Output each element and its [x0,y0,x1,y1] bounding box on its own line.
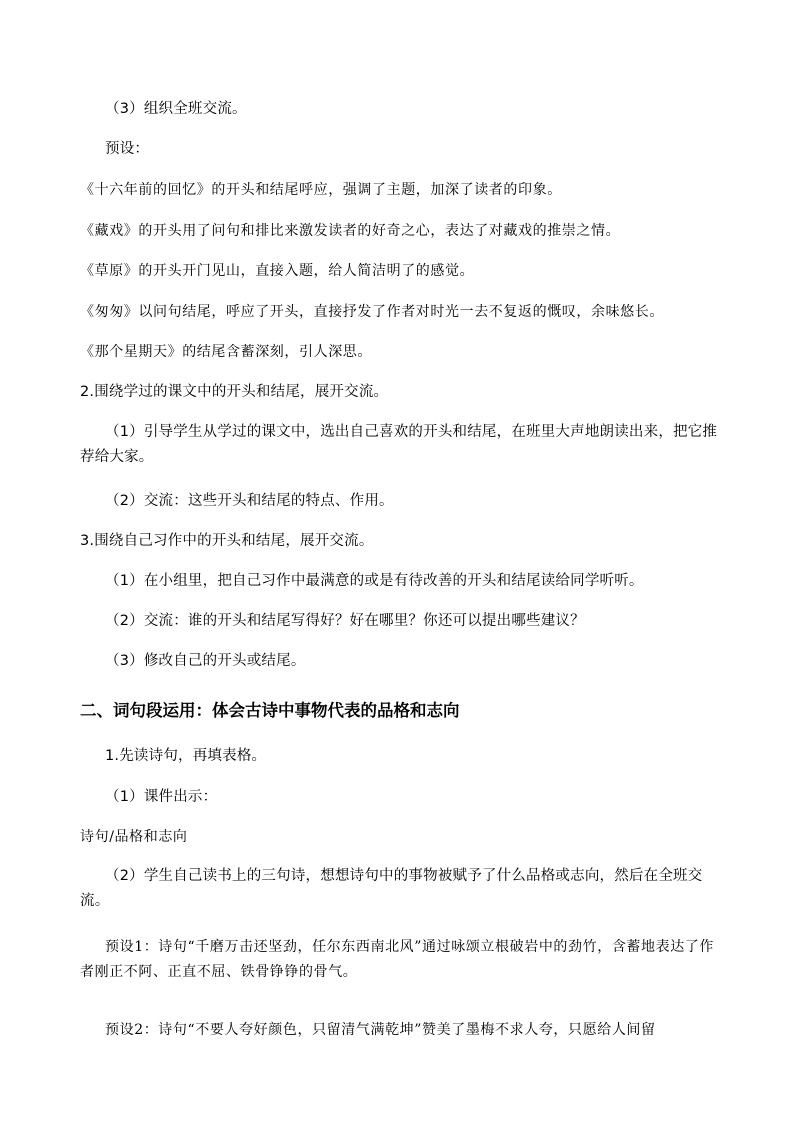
point-3-item: （2）交流：谁的开头和结尾写得好？好在哪里？你还可以提出哪些建议？ [105,613,585,629]
preset-label: 预设： [105,141,150,157]
table-header-label: 诗句/品格和志向 [80,829,188,845]
point-2-heading: 2.围绕学过的课文中的开头和结尾，展开交流。 [80,384,389,400]
read-poems-point: 1.先读诗句，再填表格。 [105,748,267,764]
point-2-item: （1）引导学生从学过的课文中，选出自己喜欢的开头和结尾，在班里大声地朗读出来，把它推荐给大家。 [80,424,718,465]
preset-2: 预设2：诗句“不要人夸好颜色，只留清气满乾坤”赞美了墨梅不求人夸，只愿给人间留 [105,1022,656,1038]
preset-line: 《匆匆》以问句结尾，呼应了开头，直接抒发了作者对时光一去不复返的慨叹，余味悠长。 [80,304,664,320]
point-3-heading: 3.围绕自己习作中的开头和结尾，展开交流。 [80,533,374,549]
preset-line: 《十六年前的回忆》的开头和结尾呼应，强调了主题，加深了读者的印象。 [80,182,562,198]
preset-line: 《草原》的开头开门见山，直接入题，给人简洁明了的感觉。 [80,263,475,279]
preset-line: 《那个星期天》的结尾含蓄深刻，引人深思。 [80,344,372,360]
student-reading-item: （2）学生自己读书上的三句诗，想想诗句中的事物被赋予了什么品格或志向，然后在全班交流。 [80,868,703,909]
organize-exchange-item: （3）组织全班交流。 [105,101,247,117]
point-2-item: （2）交流：这些开头和结尾的特点、作用。 [105,493,394,509]
preset-line: 《藏戏》的开头用了问句和排比来激发读者的好奇之心，表达了对藏戏的推崇之情。 [80,223,621,239]
preset-1: 预设1：诗句“千磨万击还坚劲，任尔东西南北风”通过咏颂立根破岩中的劲竹，含蓄地表达了作者刚正不阿、正直不屈、铁骨铮铮的骨气。 [80,939,715,980]
point-3-item: （3）修改自己的开头或结尾。 [105,653,306,669]
section-2-heading: 二、词句段运用：体会古诗中事物代表的品格和志向 [80,701,460,720]
courseware-item: （1）课件出示： [105,789,218,805]
point-3-item: （1）在小组里，把自己习作中最满意的或是有待改善的开头和结尾读给同学听听。 [105,573,644,589]
